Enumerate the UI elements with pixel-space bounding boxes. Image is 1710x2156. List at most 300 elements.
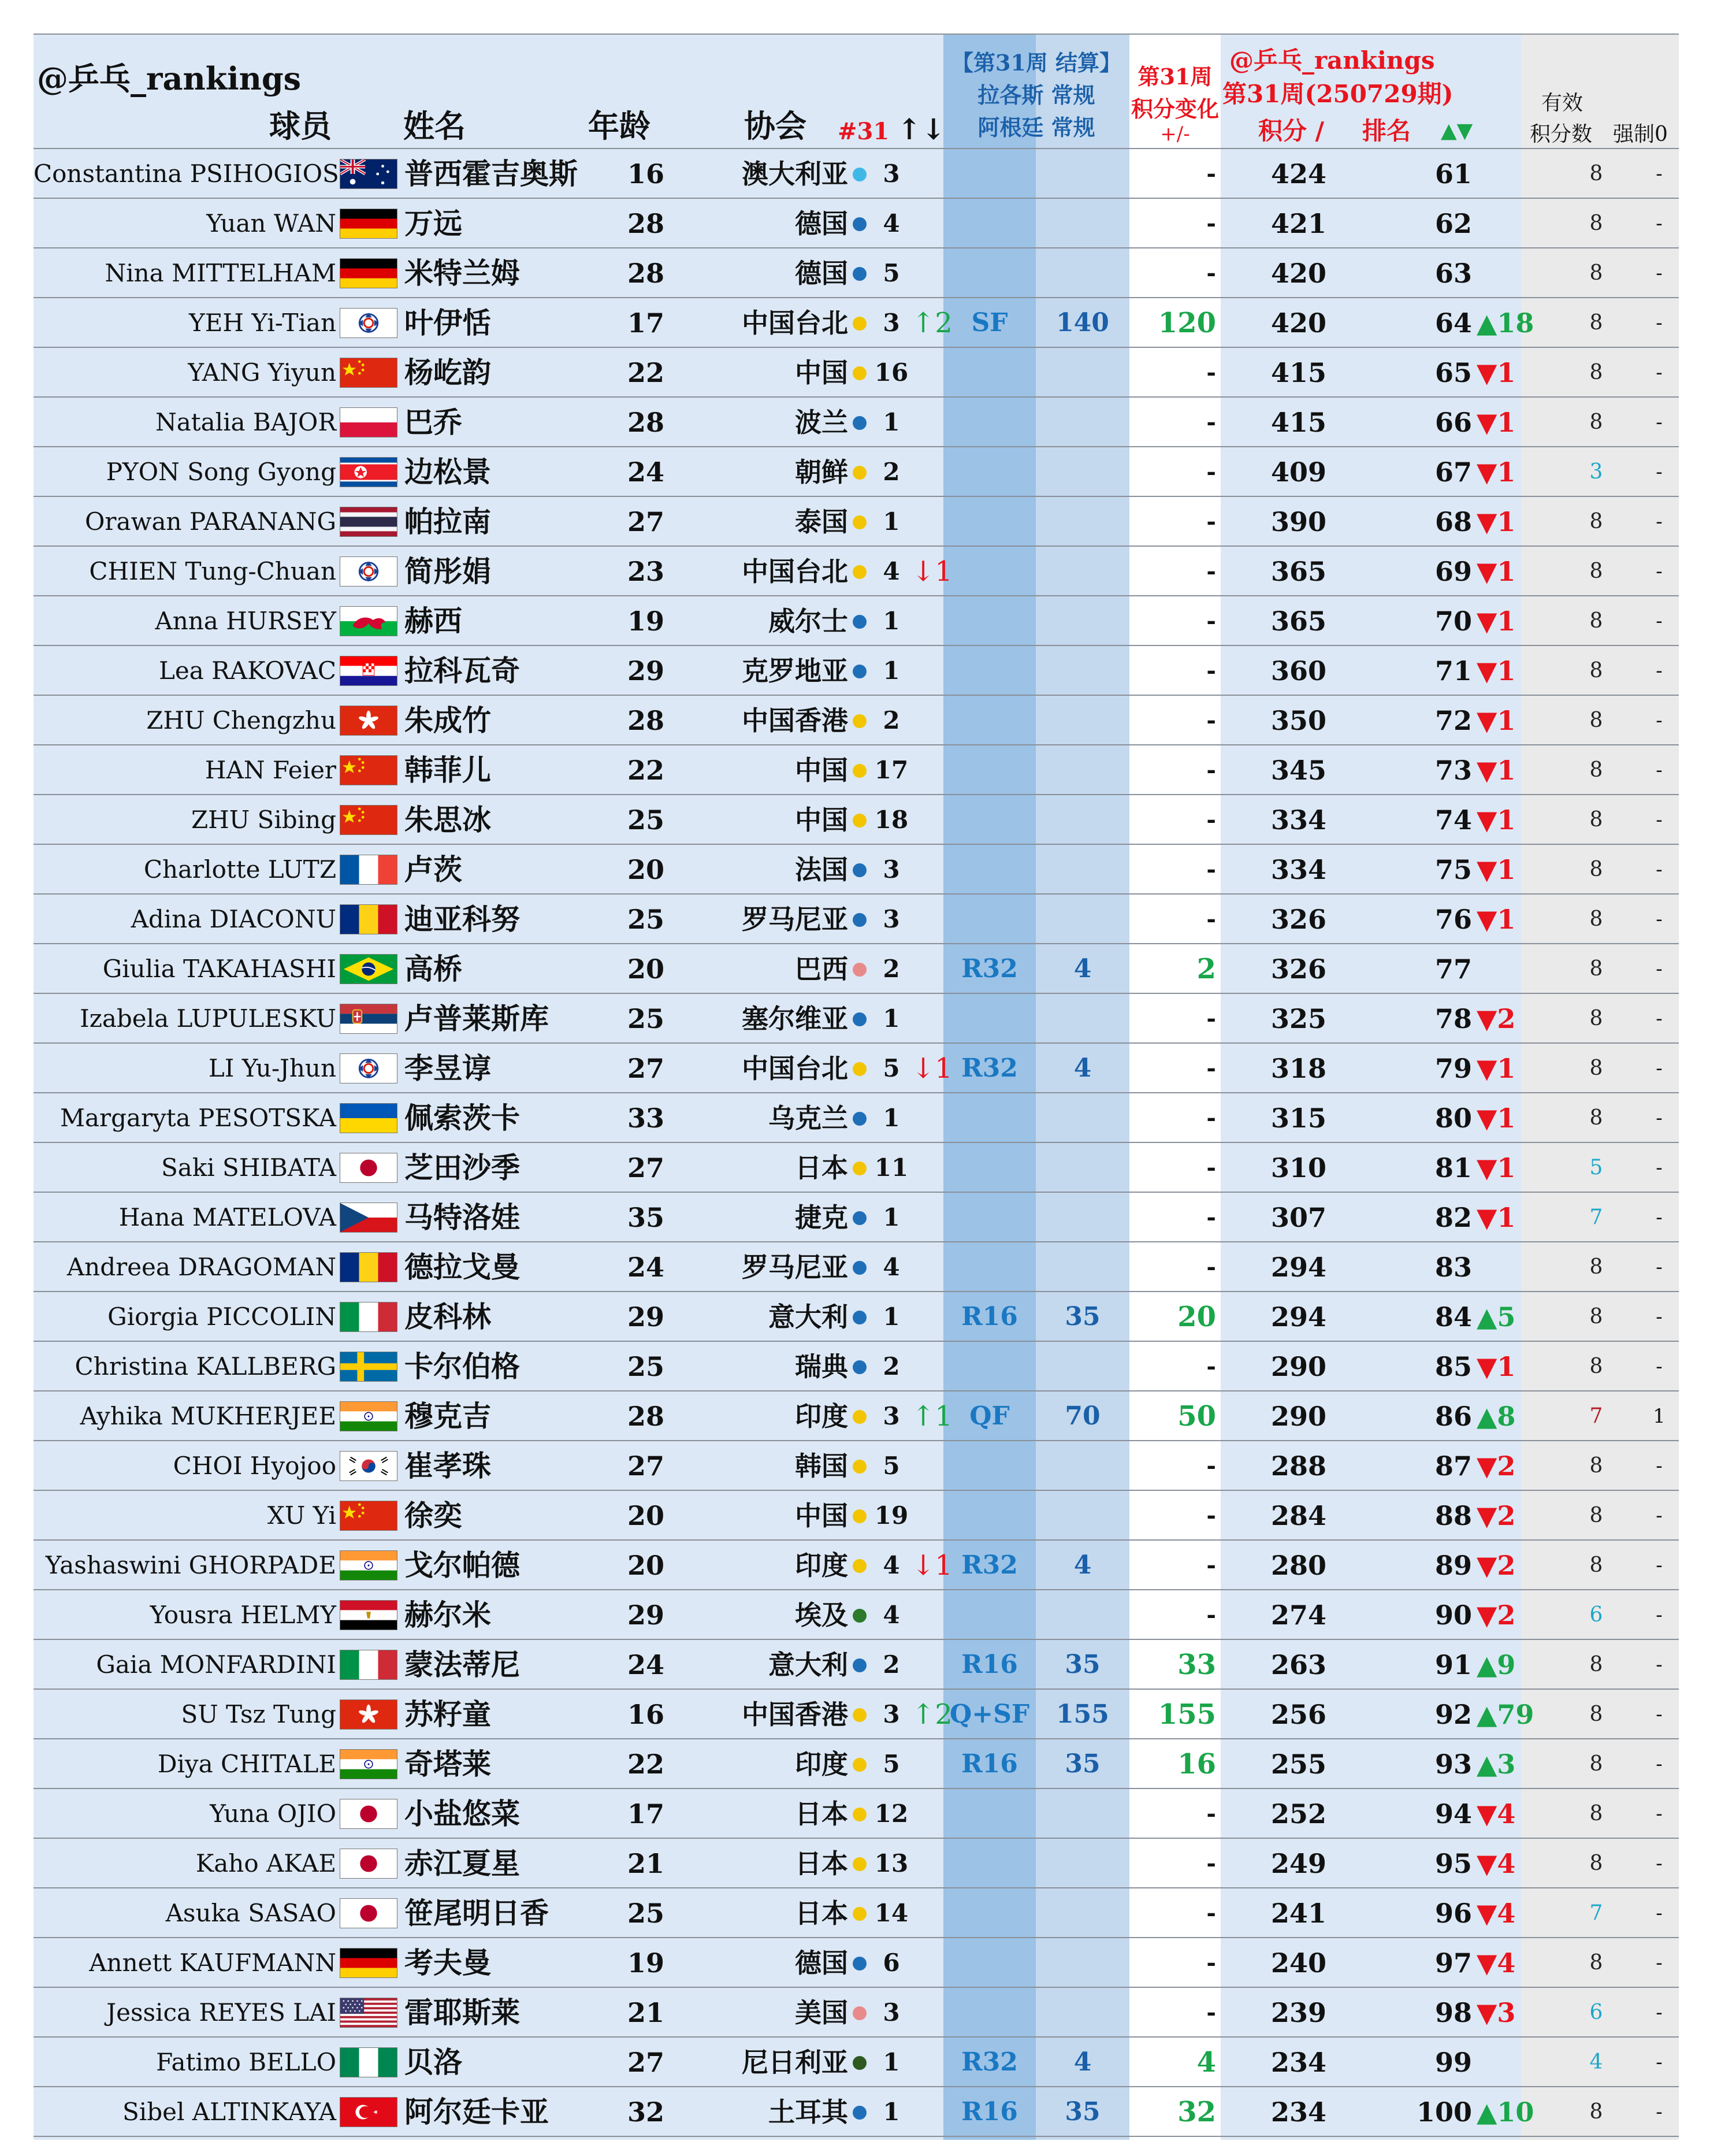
sheet-top-border bbox=[34, 34, 1679, 35]
player-age: 24 bbox=[627, 457, 664, 488]
player-age: 22 bbox=[627, 357, 664, 388]
association: 中国台北 bbox=[742, 556, 848, 587]
association-dot-icon bbox=[853, 1609, 867, 1623]
world-rank: 81 bbox=[1434, 1152, 1472, 1183]
total-points: 290 bbox=[1270, 1351, 1327, 1382]
flag-cn-icon bbox=[340, 358, 397, 388]
valid-count: 8 bbox=[1589, 1305, 1603, 1329]
valid-count: 8 bbox=[1589, 559, 1603, 583]
association-dot-icon bbox=[853, 963, 867, 977]
association: 土耳其 bbox=[768, 2096, 848, 2128]
flag-in-icon bbox=[340, 1550, 397, 1580]
valid-count: 7 bbox=[1589, 1205, 1603, 1229]
table-row bbox=[34, 895, 1679, 944]
player-age: 20 bbox=[627, 953, 664, 985]
table-row bbox=[34, 646, 1679, 696]
rank-trend: ▼4 bbox=[1477, 1898, 1516, 1929]
valid-count: 7 bbox=[1589, 1404, 1603, 1428]
player-age: 25 bbox=[627, 1003, 664, 1034]
week-points-change: 33 bbox=[1177, 1649, 1216, 1681]
forced-zero-count: - bbox=[1656, 461, 1663, 484]
week-assoc-rank: 1 bbox=[883, 2048, 900, 2076]
table-row bbox=[34, 2087, 1679, 2137]
player-en-name: Charlotte LUTZ bbox=[143, 855, 336, 884]
week-points-change: - bbox=[1206, 707, 1216, 734]
player-age: 27 bbox=[627, 2047, 664, 2078]
week-assoc-rank: 14 bbox=[874, 1899, 909, 1927]
association-dot-icon bbox=[853, 2056, 867, 2070]
world-rank: 87 bbox=[1434, 1450, 1472, 1482]
association-dot-icon bbox=[853, 714, 867, 728]
col-trend-header: ▲▼ bbox=[1441, 119, 1473, 143]
world-rank: 63 bbox=[1434, 258, 1472, 289]
player-en-name: ZHU Sibing bbox=[191, 806, 336, 834]
event-result: R32 bbox=[961, 1550, 1018, 1580]
table-row bbox=[34, 1441, 1679, 1491]
week-points-change: - bbox=[1206, 1104, 1216, 1131]
rank-trend: ▲18 bbox=[1477, 307, 1534, 339]
world-rank: 69 bbox=[1434, 556, 1472, 587]
total-points: 315 bbox=[1270, 1103, 1327, 1134]
world-rank: 80 bbox=[1434, 1103, 1472, 1134]
forced-zero-count: - bbox=[1656, 2101, 1663, 2124]
valid-count: 8 bbox=[1589, 808, 1603, 832]
world-rank: 85 bbox=[1434, 1351, 1472, 1382]
association: 法国 bbox=[795, 854, 848, 885]
week-assoc-rank: 3 bbox=[883, 1402, 900, 1430]
valid-count: 8 bbox=[1589, 311, 1603, 335]
player-en-name: Lea RAKOVAC bbox=[159, 656, 336, 685]
association: 中国 bbox=[795, 357, 848, 388]
rank-trend: ▼4 bbox=[1477, 1848, 1516, 1879]
week-points-change: - bbox=[1206, 508, 1216, 535]
association: 印度 bbox=[795, 1749, 848, 1780]
week-assoc-rank: 3 bbox=[883, 905, 900, 933]
player-en-name: Asuka SASAO bbox=[165, 1899, 336, 1927]
world-rank: 84 bbox=[1434, 1301, 1472, 1333]
flag-rs-icon bbox=[340, 1004, 397, 1034]
rank-trend: ▼1 bbox=[1477, 1351, 1516, 1382]
event-result: R16 bbox=[961, 2097, 1018, 2127]
player-zh-name: 崔孝珠 bbox=[404, 1449, 491, 1483]
flag-tpe-icon bbox=[340, 1053, 397, 1083]
valid-count: 8 bbox=[1589, 1007, 1603, 1030]
week-points-change: - bbox=[1206, 607, 1216, 634]
player-zh-name: 叶伊恬 bbox=[404, 306, 491, 340]
week-assoc-rank: 16 bbox=[874, 358, 909, 387]
week-points-change: - bbox=[1206, 558, 1216, 585]
player-age: 21 bbox=[627, 1997, 664, 2028]
valid-count: 8 bbox=[1589, 758, 1603, 782]
total-points: 334 bbox=[1270, 804, 1327, 836]
player-en-name: Jessica REYES LAI bbox=[106, 1998, 336, 2027]
week-points-change: - bbox=[1206, 1999, 1216, 2026]
player-age: 28 bbox=[627, 258, 664, 289]
total-points: 415 bbox=[1270, 407, 1327, 438]
player-zh-name: 德拉戈曼 bbox=[404, 1250, 520, 1284]
association-dot-icon bbox=[853, 416, 867, 430]
world-rank: 77 bbox=[1434, 953, 1472, 985]
forced-zero-count: - bbox=[1656, 1703, 1663, 1726]
valid-count: 8 bbox=[1589, 211, 1603, 235]
player-age: 32 bbox=[627, 2096, 664, 2128]
association-dot-icon bbox=[853, 1907, 867, 1921]
flag-jp-icon bbox=[340, 1153, 397, 1183]
player-zh-name: 徐奕 bbox=[404, 1498, 462, 1532]
association-dot-icon bbox=[853, 1162, 867, 1175]
world-rank: 62 bbox=[1434, 208, 1472, 239]
week-assoc-rank: 12 bbox=[874, 1799, 909, 1828]
col-rank-header: 排名 bbox=[1362, 117, 1411, 145]
world-rank: 86 bbox=[1434, 1401, 1472, 1432]
player-age: 17 bbox=[627, 307, 664, 339]
total-points: 420 bbox=[1270, 307, 1327, 339]
table-row bbox=[34, 596, 1679, 646]
forced-zero-count: - bbox=[1656, 610, 1663, 633]
association-dot-icon bbox=[853, 515, 867, 529]
player-zh-name: 卢茨 bbox=[404, 852, 462, 886]
table-row bbox=[34, 348, 1679, 398]
table-row bbox=[34, 1143, 1679, 1193]
player-en-name: YEH Yi-Tian bbox=[188, 309, 336, 337]
week-assoc-rank: 3 bbox=[883, 309, 900, 337]
week-assoc-rank: 18 bbox=[874, 806, 909, 834]
flag-in-icon bbox=[340, 1401, 397, 1431]
total-points: 239 bbox=[1270, 1997, 1327, 2028]
association-dot-icon bbox=[853, 2106, 867, 2120]
flag-us-icon bbox=[340, 1998, 397, 2028]
week-points-change: - bbox=[1206, 409, 1216, 436]
player-age: 35 bbox=[627, 1202, 664, 1233]
association: 韩国 bbox=[795, 1450, 848, 1482]
player-age: 20 bbox=[627, 1500, 664, 1531]
week-points-change: 20 bbox=[1177, 1301, 1216, 1333]
player-age: 28 bbox=[627, 407, 664, 438]
total-points: 318 bbox=[1270, 1053, 1327, 1084]
forced-zero-count: - bbox=[1656, 1156, 1663, 1179]
player-en-name: CHIEN Tung-Chuan bbox=[89, 557, 336, 585]
association-dot-icon bbox=[853, 665, 867, 678]
flag-kr-icon bbox=[340, 1451, 397, 1481]
valid-count: 8 bbox=[1589, 1653, 1603, 1676]
world-rank: 96 bbox=[1434, 1898, 1472, 1929]
flag-jp-icon bbox=[340, 1898, 397, 1928]
table-row bbox=[34, 1789, 1679, 1839]
player-age: 24 bbox=[627, 1649, 664, 1680]
table-row bbox=[34, 1690, 1679, 1739]
table-row bbox=[34, 497, 1679, 547]
flag-th-icon bbox=[340, 507, 397, 537]
week-points-change: - bbox=[1206, 906, 1216, 933]
rank-trend: ▼1 bbox=[1477, 904, 1516, 935]
player-zh-name: 简彤娟 bbox=[404, 554, 491, 588]
player-age: 28 bbox=[627, 208, 664, 239]
total-points: 288 bbox=[1270, 1450, 1327, 1482]
col-age-header: 年龄 bbox=[588, 107, 650, 144]
week-points-change: - bbox=[1206, 1253, 1216, 1281]
player-zh-name: 普西霍吉奥斯 bbox=[404, 157, 578, 191]
total-points: 256 bbox=[1270, 1699, 1327, 1730]
forced-zero-count: - bbox=[1656, 759, 1663, 782]
valid-count: 8 bbox=[1589, 659, 1603, 682]
table-row bbox=[34, 1888, 1679, 1938]
association-dot-icon bbox=[853, 913, 867, 927]
forced-zero-count: - bbox=[1656, 361, 1663, 384]
association: 埃及 bbox=[795, 1600, 848, 1631]
valid-count: 8 bbox=[1589, 410, 1603, 434]
total-points: 234 bbox=[1270, 2096, 1327, 2128]
rank-trend: ▼1 bbox=[1477, 705, 1516, 736]
rank-trend: ▲9 bbox=[1477, 1649, 1516, 1680]
total-points: 240 bbox=[1270, 1947, 1327, 1979]
association: 意大利 bbox=[768, 1649, 848, 1680]
table-row bbox=[34, 1292, 1679, 1342]
player-age: 19 bbox=[627, 1947, 664, 1979]
player-zh-name: 边松景 bbox=[404, 455, 491, 489]
association-dot-icon bbox=[853, 217, 867, 231]
week-rank-move: ↑2 bbox=[912, 1698, 953, 1731]
player-age: 16 bbox=[627, 1699, 664, 1730]
player-en-name: Adina DIACONU bbox=[131, 905, 336, 933]
event-result: R32 bbox=[961, 2047, 1018, 2077]
rank-trend: ▼2 bbox=[1477, 1500, 1516, 1531]
week-assoc-rank: 1 bbox=[883, 507, 900, 536]
week-assoc-rank: 5 bbox=[883, 1452, 900, 1480]
week-points-change: - bbox=[1206, 458, 1216, 485]
forced-zero-count: - bbox=[1656, 1653, 1663, 1676]
valid-count: 3 bbox=[1589, 460, 1603, 484]
player-age: 28 bbox=[627, 705, 664, 736]
player-zh-name: 穆克吉 bbox=[404, 1399, 491, 1433]
world-rank: 64 bbox=[1434, 307, 1472, 339]
col-week-rank-header bbox=[838, 112, 946, 146]
flag-it-icon bbox=[340, 1302, 397, 1332]
table-row bbox=[34, 447, 1679, 497]
total-points: 365 bbox=[1270, 556, 1327, 587]
event-header-line1: 【第31周 结算】 bbox=[951, 50, 1122, 76]
world-rank: 98 bbox=[1434, 1997, 1472, 2028]
player-zh-name: 皮科林 bbox=[404, 1300, 491, 1334]
association-dot-icon bbox=[853, 1758, 867, 1772]
association-dot-icon bbox=[853, 317, 867, 331]
event-points: 35 bbox=[1065, 1650, 1101, 1679]
association: 朝鲜 bbox=[795, 457, 848, 488]
rank-trend: ▼2 bbox=[1477, 1600, 1516, 1631]
player-zh-name: 朱思冰 bbox=[404, 803, 491, 837]
ranking-sheet bbox=[34, 34, 1679, 2140]
flag-ua-icon bbox=[340, 1103, 397, 1133]
association-dot-icon bbox=[853, 1808, 867, 1821]
week-points-change: - bbox=[1206, 210, 1216, 237]
forced-zero-count: - bbox=[1656, 1951, 1663, 1975]
event-result: Q+SF bbox=[949, 1699, 1030, 1729]
world-rank: 95 bbox=[1434, 1848, 1472, 1879]
association-dot-icon bbox=[853, 267, 867, 281]
association: 日本 bbox=[795, 1152, 848, 1183]
world-rank: 90 bbox=[1434, 1600, 1472, 1631]
flag-tpe-icon bbox=[340, 556, 397, 587]
player-en-name: Annett KAUFMANN bbox=[89, 1949, 336, 1977]
rank-trend: ▼1 bbox=[1477, 506, 1516, 537]
player-en-name: Yousra HELMY bbox=[150, 1601, 336, 1629]
valid-count: 7 bbox=[1589, 1901, 1603, 1925]
total-points: 421 bbox=[1270, 208, 1327, 239]
week-assoc-rank: 2 bbox=[883, 706, 900, 734]
week-points-change: - bbox=[1206, 1005, 1216, 1032]
week-assoc-rank: 3 bbox=[883, 1700, 900, 1728]
week-points-change: - bbox=[1206, 1502, 1216, 1529]
rank-trend: ▼1 bbox=[1477, 357, 1516, 388]
world-rank: 61 bbox=[1434, 158, 1472, 190]
forced-zero-count: - bbox=[1656, 958, 1663, 981]
flag-cn-icon bbox=[340, 1501, 397, 1531]
total-points: 274 bbox=[1270, 1600, 1327, 1631]
player-zh-name: 雷耶斯莱 bbox=[404, 1995, 520, 2029]
valid-count: 8 bbox=[1589, 1553, 1603, 1577]
association: 中国台北 bbox=[742, 307, 848, 339]
association: 塞尔维亚 bbox=[742, 1003, 848, 1034]
association-dot-icon bbox=[853, 1012, 867, 1026]
player-en-name: Christina KALLBERG bbox=[75, 1352, 336, 1381]
association-dot-icon bbox=[853, 1460, 867, 1474]
week-assoc-rank: 2 bbox=[883, 1352, 900, 1381]
change-header-line1: 第31周 bbox=[1137, 64, 1213, 90]
week-points-change: - bbox=[1206, 657, 1216, 684]
association: 巴西 bbox=[795, 953, 848, 985]
rank-trend: ▼1 bbox=[1477, 655, 1516, 686]
association-dot-icon bbox=[853, 814, 867, 827]
association-dot-icon bbox=[853, 1559, 867, 1573]
total-points: 284 bbox=[1270, 1500, 1327, 1531]
week-assoc-rank: 2 bbox=[883, 458, 900, 486]
flag-cn-icon bbox=[340, 755, 397, 785]
handle-title: @乒乓_rankings bbox=[37, 60, 302, 97]
col-name-header: 姓名 bbox=[403, 107, 466, 144]
week-assoc-rank: 2 bbox=[883, 1650, 900, 1679]
col-player-header: 球员 bbox=[269, 107, 332, 144]
week-assoc-rank: 3 bbox=[883, 159, 900, 188]
association-dot-icon bbox=[853, 1311, 867, 1324]
forced-zero-count: - bbox=[1656, 560, 1663, 583]
flag-tr-icon bbox=[340, 2097, 397, 2127]
player-en-name: Ayhika MUKHERJEE bbox=[80, 1402, 336, 1430]
player-age: 23 bbox=[627, 556, 664, 587]
player-zh-name: 卡尔伯格 bbox=[404, 1349, 520, 1383]
forced-zero-count: - bbox=[1656, 1107, 1663, 1130]
association: 中国 bbox=[795, 755, 848, 786]
rank-trend: ▼1 bbox=[1477, 1152, 1516, 1183]
player-zh-name: 米特兰姆 bbox=[404, 256, 520, 290]
player-zh-name: 韩菲儿 bbox=[404, 753, 491, 787]
player-age: 24 bbox=[627, 1252, 664, 1283]
table-row bbox=[34, 1342, 1679, 1391]
week-points-change: 120 bbox=[1158, 307, 1216, 339]
flag-hk-icon bbox=[340, 706, 397, 736]
week-assoc-rank: 4 bbox=[883, 1601, 900, 1629]
association: 中国台北 bbox=[742, 1053, 848, 1084]
event-result: R16 bbox=[961, 1749, 1018, 1779]
world-rank: 97 bbox=[1434, 1947, 1472, 1979]
col-assoc-header: 协会 bbox=[744, 107, 806, 144]
event-points: 4 bbox=[1073, 1053, 1092, 1083]
flag-de-icon bbox=[340, 258, 397, 288]
rank-trend: ▼1 bbox=[1477, 1202, 1516, 1233]
week-assoc-rank: 4 bbox=[883, 1253, 900, 1281]
table-row bbox=[34, 745, 1679, 795]
world-rank: 75 bbox=[1434, 854, 1472, 885]
valid-count: 8 bbox=[1589, 510, 1603, 533]
association: 乌克兰 bbox=[768, 1103, 848, 1134]
player-en-name: Saki SHIBATA bbox=[161, 1153, 336, 1182]
player-age: 33 bbox=[627, 1103, 664, 1134]
player-en-name: XU Yi bbox=[267, 1501, 336, 1530]
player-en-name: Orawan PARANANG bbox=[84, 507, 336, 536]
player-zh-name: 苏籽童 bbox=[404, 1697, 491, 1731]
table-row bbox=[34, 1839, 1679, 1888]
week-points-change: - bbox=[1206, 1552, 1216, 1579]
total-points: 350 bbox=[1270, 705, 1327, 736]
player-en-name: Constantina PSIHOGIOS bbox=[34, 159, 339, 188]
forced-zero-count: - bbox=[1656, 1604, 1663, 1627]
association: 澳大利亚 bbox=[742, 158, 848, 190]
world-rank: 67 bbox=[1434, 457, 1472, 488]
week-rank-move: ↓1 bbox=[912, 555, 953, 588]
player-zh-name: 高桥 bbox=[404, 952, 462, 986]
association: 捷克 bbox=[795, 1202, 848, 1233]
week-points-change: - bbox=[1206, 359, 1216, 386]
association-dot-icon bbox=[853, 466, 867, 480]
player-age: 21 bbox=[627, 1848, 664, 1879]
forced-zero-count: - bbox=[1656, 510, 1663, 533]
world-rank: 66 bbox=[1434, 407, 1472, 438]
table-row bbox=[34, 1739, 1679, 1789]
forced-zero-count: - bbox=[1656, 1355, 1663, 1378]
association-dot-icon bbox=[853, 168, 867, 181]
player-age: 27 bbox=[627, 1450, 664, 1482]
association: 罗马尼亚 bbox=[742, 904, 848, 935]
world-rank: 89 bbox=[1434, 1550, 1472, 1581]
table-row bbox=[34, 1541, 1679, 1590]
week-assoc-rank: 1 bbox=[883, 1104, 900, 1132]
week-assoc-rank: 4 bbox=[883, 209, 900, 238]
week-points-change: - bbox=[1206, 1850, 1216, 1877]
player-en-name: Gaia MONFARDINI bbox=[96, 1650, 336, 1679]
player-en-name: Diya CHITALE bbox=[157, 1750, 336, 1778]
rank-trend: ▼1 bbox=[1477, 407, 1516, 438]
rank-trend: ▼1 bbox=[1477, 457, 1516, 488]
points-handle: @乒乓_rankings bbox=[1229, 46, 1435, 75]
player-age: 25 bbox=[627, 804, 664, 836]
week-assoc-rank: 1 bbox=[883, 1004, 900, 1033]
valid-count: 8 bbox=[1589, 609, 1603, 633]
valid-count: 8 bbox=[1589, 1355, 1603, 1378]
player-zh-name: 巴乔 bbox=[404, 405, 462, 439]
total-points: 294 bbox=[1270, 1301, 1327, 1333]
week-assoc-rank: 19 bbox=[874, 1501, 909, 1530]
week-points-change: - bbox=[1206, 259, 1216, 287]
player-en-name: Giulia TAKAHASHI bbox=[102, 955, 336, 983]
player-zh-name: 赤江夏星 bbox=[404, 1846, 520, 1880]
week-rank-move: ↑1 bbox=[912, 1400, 953, 1433]
valid-count: 8 bbox=[1589, 1851, 1603, 1875]
valid-count: 6 bbox=[1589, 2001, 1603, 2024]
player-zh-name: 考夫曼 bbox=[404, 1946, 491, 1980]
player-age: 17 bbox=[627, 1798, 664, 1830]
week-assoc-rank: 4 bbox=[883, 1551, 900, 1579]
valid-count: 8 bbox=[1589, 261, 1603, 285]
rank-trend: ▼4 bbox=[1477, 1798, 1516, 1830]
valid-count: 8 bbox=[1589, 957, 1603, 981]
